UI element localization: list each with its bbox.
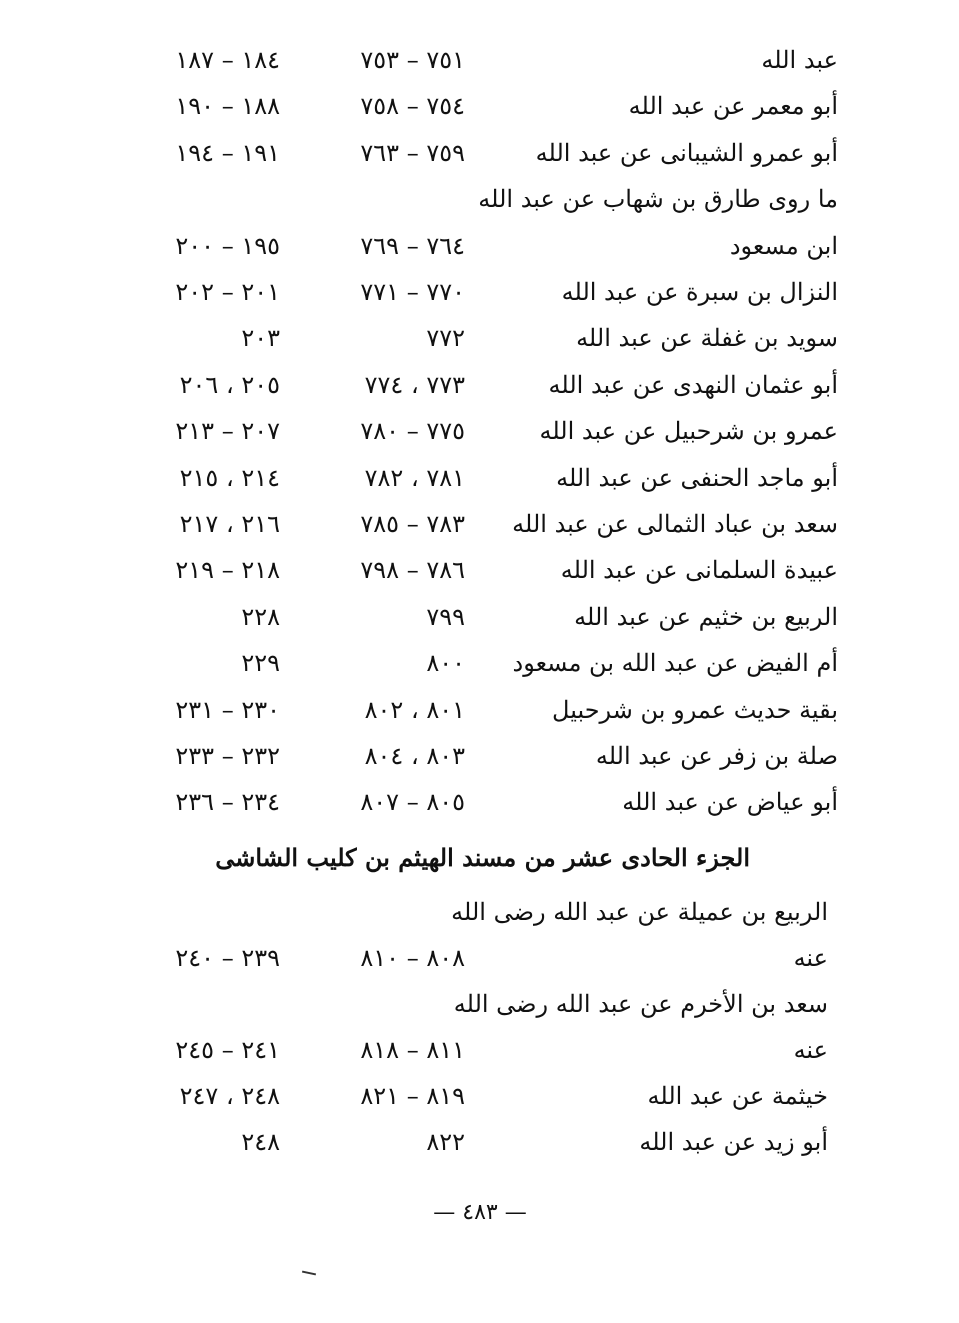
- entry-page-range: ٢٣٢ – ٢٣٣: [175, 742, 280, 770]
- entry-hadith-range: ٧٩٩: [426, 603, 465, 631]
- entry-page-range: ٢١٦ ، ٢١٧: [179, 510, 280, 538]
- entry-hadith-range: ٨٠٠: [426, 649, 465, 677]
- entry-hadith-range: ٧٧٥ – ٧٨٠: [360, 417, 465, 445]
- entry-hadith-range: ٧٨٣ – ٧٨٥: [360, 510, 465, 538]
- section-heading: الجزء الحادى عشر من مسند الهيثم بن كليب الشاشى: [215, 843, 750, 872]
- entry-hadith-range: ٨١٩ – ٨٢١: [360, 1082, 465, 1110]
- entry-page-range: ٢٠٥ ، ٢٠٦: [179, 371, 280, 399]
- entry-name: أبو عمرو الشيبانى عن عبد الله: [535, 139, 838, 167]
- entry-hadith-range: ٧٦٤ – ٧٦٩: [360, 232, 465, 260]
- page-number: — ٤٨٣ —: [433, 1200, 527, 1225]
- entry-page-range: ٢٠٧ – ٢١٣: [175, 417, 280, 445]
- entry-hadith-range: ٨٢٢: [426, 1128, 465, 1156]
- entry-hadith-range: ٧٥٩ – ٧٦٣: [360, 139, 465, 167]
- entry-page-range: ٢٠١ – ٢٠٢: [175, 278, 280, 306]
- entry-hadith-range: ٨٠١ ، ٨٠٢: [364, 696, 465, 724]
- entry-name: أبو زيد عن عبد الله: [639, 1128, 828, 1156]
- entry-hadith-range: ٧٨١ ، ٧٨٢: [364, 464, 465, 492]
- stray-mark: [302, 1271, 316, 1276]
- entry-page-range: ٢٤٨: [241, 1128, 280, 1156]
- entry-name: عنه: [793, 944, 828, 972]
- entry-name: عبيدة السلمانى عن عبد الله: [560, 556, 838, 584]
- entry-page-range: ٢٢٨: [241, 603, 280, 631]
- entry-hadith-range: ٨٠٣ ، ٨٠٤: [364, 742, 465, 770]
- entry-hadith-range: ٨٠٨ – ٨١٠: [360, 944, 465, 972]
- entry-page-range: ٢٤١ – ٢٤٥: [175, 1036, 280, 1064]
- entry-hadith-range: ٧٧٣ ، ٧٧٤: [364, 371, 465, 399]
- entry-hadith-range: ٧٧٠ – ٧٧١: [360, 278, 465, 306]
- entry-hadith-range: ٨٠٥ – ٨٠٧: [360, 788, 465, 816]
- entry-page-range: ٢١٤ ، ٢١٥: [179, 464, 280, 492]
- entry-name: الربيع بن خثيم عن عبد الله: [574, 603, 838, 631]
- entry-hadith-range: ٧٥٤ – ٧٥٨: [360, 92, 465, 120]
- entry-name: صلة بن زفر عن عبد الله: [595, 742, 838, 770]
- entry-name: أبو عياض عن عبد الله: [622, 788, 838, 816]
- entry-hadith-range: ٧٨٦ – ٧٩٨: [360, 556, 465, 584]
- entry-name: سعد بن عباد الثمالى عن عبد الله: [512, 510, 838, 538]
- entry-name: أبو عثمان النهدى عن عبد الله: [548, 371, 838, 399]
- entry-page-range: ٢٠٣: [241, 324, 280, 352]
- entry-page-range: ٢٤٨ ، ٢٤٧: [179, 1082, 280, 1110]
- entry-hadith-range: ٧٥١ – ٧٥٣: [360, 46, 465, 74]
- entry-name: أبو ماجد الحنفى عن عبد الله: [556, 464, 838, 492]
- entry-name: ما روى طارق بن شهاب عن عبد الله: [478, 185, 838, 213]
- entry-page-range: ١٨٨ – ١٩٠: [175, 92, 280, 120]
- entry-page-range: ١٨٤ – ١٨٧: [175, 46, 280, 74]
- entry-name: أبو معمر عن عبد الله: [628, 92, 838, 120]
- entry-page-range: ٢٣٩ – ٢٤٠: [175, 944, 280, 972]
- entry-name: خيثمة عن عبد الله: [647, 1082, 828, 1110]
- entry-name: عنه: [793, 1036, 828, 1064]
- entry-name: ابن مسعود: [729, 232, 838, 260]
- entry-name: سويد بن غفلة عن عبد الله: [576, 324, 838, 352]
- entry-hadith-range: ٨١١ – ٨١٨: [360, 1036, 465, 1064]
- entry-name: عمرو بن شرحبيل عن عبد الله: [539, 417, 838, 445]
- entry-page-range: ١٩١ – ١٩٤: [175, 139, 280, 167]
- entry-page-range: ١٩٥ – ٢٠٠: [175, 232, 280, 260]
- entry-page-range: ٢١٨ – ٢١٩: [175, 556, 280, 584]
- entry-name: بقية حديث عمرو بن شرحبيل: [552, 696, 838, 724]
- entry-name-line: سعد بن الأخرم عن عبد الله رضى الله: [453, 990, 828, 1018]
- entry-name-line: الربيع بن عميلة عن عبد الله رضى الله: [451, 898, 828, 926]
- entry-page-range: ٢٣٠ – ٢٣١: [175, 696, 280, 724]
- entry-name: أم الفيض عن عبد الله بن مسعود: [512, 649, 838, 677]
- entry-page-range: ٢٢٩: [241, 649, 280, 677]
- entry-name: النزال بن سبرة عن عبد الله: [561, 278, 838, 306]
- entry-hadith-range: ٧٧٢: [426, 324, 465, 352]
- entry-page-range: ٢٣٤ – ٢٣٦: [175, 788, 280, 816]
- entry-name: عبد الله: [761, 46, 838, 74]
